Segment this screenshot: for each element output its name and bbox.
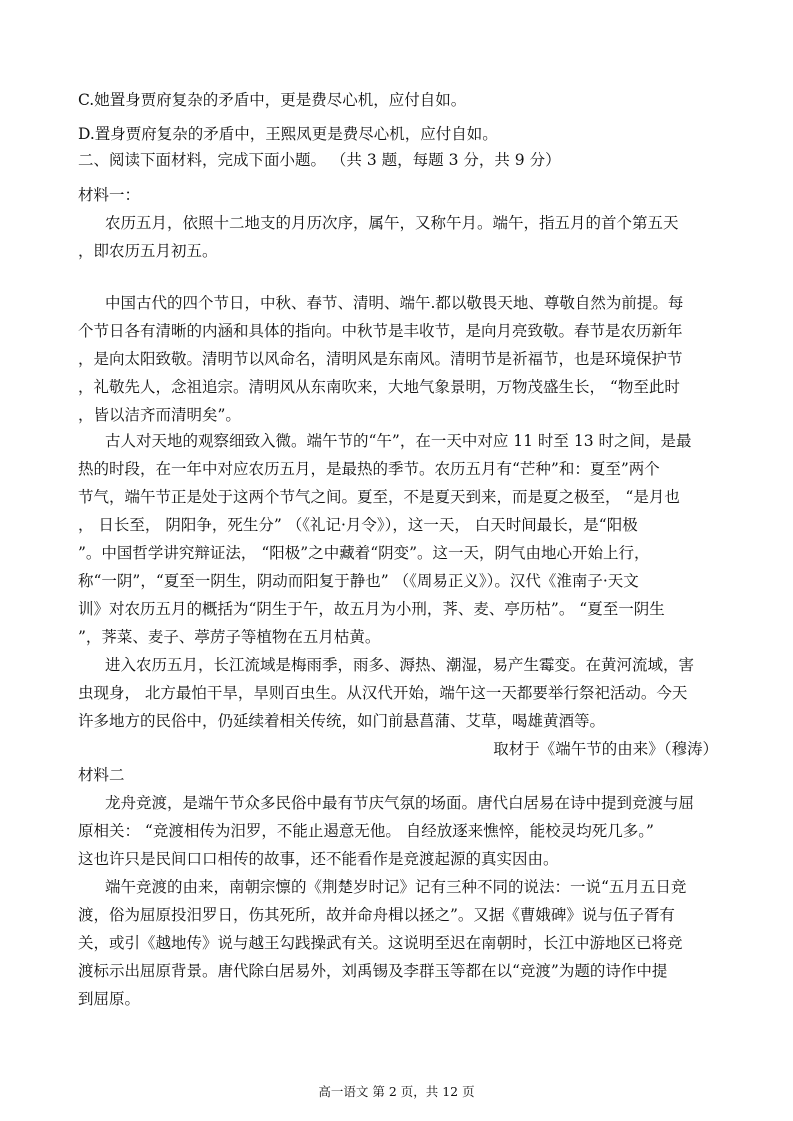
text-line: 古人对天地的观察细致入微。端午节的“午”，在一天中对应 11 时至 13 时之间，是最 bbox=[105, 432, 692, 450]
section-heading: 二、阅读下面材料，完成下面小题。 （共 3 题，每题 3 分，共 9 分） bbox=[78, 151, 561, 169]
material-1-label: 材料一： bbox=[78, 186, 141, 204]
text-line: ”。中国哲学讲究辩证法， “阳极”之中藏着“阴变”。这一天，阴气由地心开始上行， bbox=[78, 544, 650, 562]
text-line: 原相关： “竞渡相传为汨罗，不能止遏意无他。 自经放逐来憔悴，能校灵均死几多。” bbox=[78, 822, 654, 840]
text-line: 个节日各有清晰的内涵和具体的指向。中秋节是丰收节，是向月亮致敬。春节是农历新年 bbox=[78, 322, 683, 340]
text-line: ，即农历五月初五。 bbox=[78, 242, 218, 260]
text-line: 农历五月，依照十二地支的月历次序，属午，又称午月。端午，指五月的首个第五天 bbox=[105, 214, 679, 232]
text-line: 训》对农历五月的概括为“阴生于午，故五月为小刑，荠、麦、亭历枯”。 “夏至一阴生 bbox=[78, 600, 665, 618]
option-c: C.她置身贾府复杂的矛盾中，更是费尽心机，应付自如。 bbox=[78, 91, 467, 109]
text-line: 渡标示出屈原背景。唐代除白居易外，刘禹锡及李群玉等都在以“竞渡”为题的诗作中提 bbox=[78, 962, 668, 980]
material-2-label: 材料二 bbox=[78, 766, 125, 784]
text-line: 称“一阴”，“夏至一阴生，阴动而阳复于静也” （《周易正义》）。汉代《淮南子·天文 bbox=[78, 572, 639, 590]
text-line: 这也许只是民间口口相传的故事，还不能看作是竞渡起源的真实因由。 bbox=[78, 850, 559, 868]
text-line: 许多地方的民俗中，仍延续着相关传统，如门前悬菖蒲、艾草，喝雄黄酒等。 bbox=[78, 712, 606, 730]
text-line: ，是向太阳致敬。清明节以风命名，清明风是东南风。清明节是祈福节，也是环境保护节 bbox=[78, 350, 683, 368]
text-line: 渡，俗为屈原投汨罗日，伤其死所，故并命舟楫以拯之”。又据《曹娥碑》说与伍子胥有 bbox=[78, 906, 675, 924]
text-line: 关，或引《越地传》说与越王勾践操武有关。这说明至迟在南朝时，长江中游地区已将竞 bbox=[78, 934, 683, 952]
text-line: 节气，端午节正是处于这两个节气之间。夏至，不是夏天到来，而是夏之极至， “是月也 bbox=[78, 488, 680, 506]
text-line: 虫现身， 北方最怕干旱，旱则百虫生。从汉代开始，端午这一天都要举行祭祀活动。今天 bbox=[78, 684, 688, 702]
text-line: 热的时段，在一年中对应农历五月，是最热的季节。农历五月有“芒种”和：夏至”两个 bbox=[78, 460, 660, 478]
text-line: 进入农历五月，长江流域是梅雨季，雨多、溽热、潮湿，易产生霉变。在黄河流域，害 bbox=[105, 656, 695, 674]
text-line: 龙舟竞渡，是端午节众多民俗中最有节庆气氛的场面。唐代白居易在诗中提到竞渡与屈 bbox=[105, 794, 695, 812]
source-attribution: 取材于《端午节的由来》（穆涛） bbox=[493, 740, 718, 758]
text-line: ，礼敬先人，念祖追宗。清明风从东南吹来，大地气象景明，万物茂盛生长， “物至此时 bbox=[78, 378, 680, 396]
text-line: 中国古代的四个节日，中秋、春节、清明、端午.都以敬畏天地、尊敬自然为前提。每 bbox=[105, 294, 684, 312]
text-line: ，皆以洁齐而清明矣”。 bbox=[78, 406, 241, 424]
page-footer: 高一语文 第 2 页，共 12 页 bbox=[318, 1084, 475, 1099]
text-line: ”，荠菜、麦子、葶苈子等植物在五月枯黄。 bbox=[78, 628, 381, 646]
text-line: 端午竞渡的由来，南朝宗懔的《荆楚岁时记》记有三种不同的说法：一说“五月五日竞 bbox=[105, 878, 687, 896]
text-line: ， 日长至， 阴阳争，死生分” （《礼记·月令》），这一天， 白天时间最长，是“阳极 bbox=[78, 516, 638, 534]
text-line: 到屈原。 bbox=[78, 990, 141, 1008]
option-d: D.置身贾府复杂的矛盾中，王熙凤更是费尽心机，应付自如。 bbox=[78, 125, 498, 143]
